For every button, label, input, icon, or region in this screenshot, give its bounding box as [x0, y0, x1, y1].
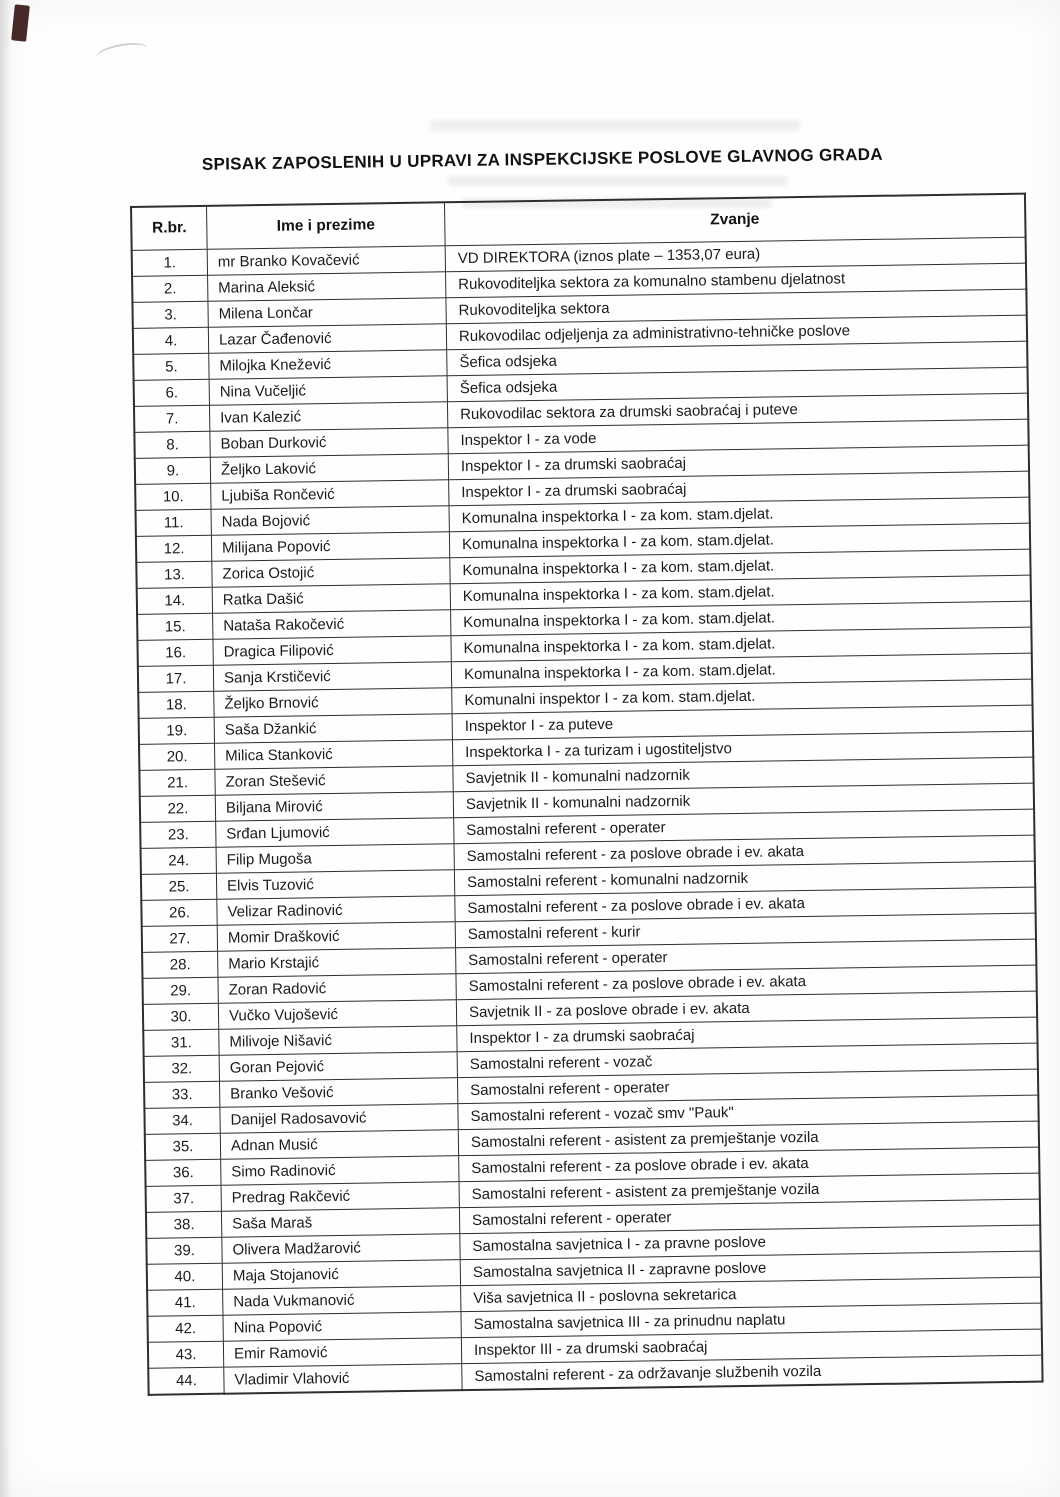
cell-name: Dragica Filipović — [213, 636, 451, 666]
cell-zvanje: VD DIREKTORA (iznos plate – 1353,07 eura) — [445, 237, 1026, 272]
cell-name: Nada Bojović — [211, 506, 449, 536]
header-zvanje: Zvanje — [444, 194, 1025, 246]
cell-rbr: 39. — [146, 1237, 222, 1264]
cell-zvanje: Rukovoditeljka sektora — [446, 289, 1027, 324]
cell-zvanje: Samostalni referent - operater — [459, 1199, 1040, 1234]
cell-zvanje: Komunalna inspektorka I - za kom. stam.djelat. — [451, 653, 1032, 688]
cell-zvanje: Samostalna savjetnica II - zapravne poslove — [460, 1251, 1041, 1286]
cell-name: Vučko Vujošević — [218, 1000, 456, 1030]
cell-rbr: 38. — [146, 1211, 222, 1238]
cell-name: Zorica Ostojić — [212, 558, 450, 588]
cell-rbr: 15. — [137, 613, 213, 640]
cell-zvanje: Inspektor I - za drumski saobraćaj — [449, 471, 1030, 506]
cell-rbr: 14. — [137, 587, 213, 614]
cell-name: Emir Ramović — [223, 1338, 461, 1368]
cell-zvanje: Komunalna inspektorka I - za kom. stam.djelat. — [450, 549, 1031, 584]
cell-rbr: 31. — [143, 1029, 219, 1056]
cell-rbr: 36. — [145, 1159, 221, 1186]
header-ime-i-prezime: Ime i prezime — [207, 202, 446, 249]
cell-zvanje: Inspektorka I - za turizam i ugostiteljstvo — [452, 731, 1033, 766]
header-rbr: R.br. — [131, 206, 207, 251]
cell-zvanje: Komunalna inspektorka I - za kom. stam.djelat. — [451, 601, 1032, 636]
cell-rbr: 13. — [136, 561, 212, 588]
cell-name: Ljubiša Rončević — [211, 480, 449, 510]
document-title: SPISAK ZAPOSLENIH U UPRAVI ZA INSPEKCIJSKE POSLOVE GLAVNOG GRADA — [201, 144, 883, 174]
cell-zvanje: Rukovodilac sektora za drumski saobraćaj i puteve — [447, 393, 1028, 428]
cell-rbr: 16. — [137, 639, 213, 666]
cell-name: Olivera Madžarović — [222, 1234, 460, 1264]
cell-rbr: 4. — [133, 327, 209, 354]
cell-rbr: 12. — [136, 535, 212, 562]
cell-zvanje: Samostalni referent - komunalni nadzornik — [454, 861, 1035, 896]
cell-name: Marina Aleksić — [208, 272, 446, 302]
cell-name: Simo Radinović — [221, 1156, 459, 1186]
cell-zvanje: Samostalna savjetnica I - za pravne poslove — [460, 1225, 1041, 1260]
cell-zvanje: Samostalni referent - operater — [454, 809, 1035, 844]
cell-zvanje: Samostalni referent - operater — [456, 939, 1037, 974]
cell-rbr: 25. — [141, 873, 217, 900]
cell-name: Milijana Popović — [211, 532, 449, 562]
cell-name: Srđan Ljumović — [216, 818, 454, 848]
cell-name: Ivan Kalezić — [209, 402, 447, 432]
cell-rbr: 22. — [140, 795, 216, 822]
cell-name: Mario Krstajić — [218, 948, 456, 978]
cell-name: Nada Vukmanović — [223, 1286, 461, 1316]
cell-name: Zoran Radović — [218, 974, 456, 1004]
cell-rbr: 1. — [132, 249, 208, 276]
cell-rbr: 28. — [142, 951, 218, 978]
cell-rbr: 21. — [139, 769, 215, 796]
cell-name: Zoran Stešević — [215, 766, 453, 796]
cell-rbr: 30. — [143, 1003, 219, 1030]
cell-zvanje: Samostalni referent - za poslove obrade i ev. akata — [459, 1147, 1040, 1182]
cell-rbr: 19. — [139, 717, 215, 744]
cell-name: Željko Brnović — [214, 688, 452, 718]
cell-rbr: 2. — [132, 275, 208, 302]
cell-rbr: 26. — [141, 899, 217, 926]
scan-bleed-artifact — [430, 120, 800, 131]
cell-zvanje: Komunalni inspektor I - za kom. stam.djelat. — [452, 679, 1033, 714]
cell-zvanje: Samostalni referent - kurir — [455, 913, 1036, 948]
cell-rbr: 3. — [132, 301, 208, 328]
cell-rbr: 41. — [147, 1289, 223, 1316]
cell-rbr: 27. — [142, 925, 218, 952]
cell-zvanje: Samostalni referent - za poslove obrade i ev. akata — [455, 887, 1036, 922]
cell-name: Lazar Čađenović — [208, 324, 446, 354]
cell-rbr: 17. — [138, 665, 214, 692]
cell-rbr: 23. — [140, 821, 216, 848]
cell-name: Boban Durković — [210, 428, 448, 458]
cell-name: Filip Mugoša — [216, 844, 454, 874]
cell-name: Milena Lončar — [208, 298, 446, 328]
cell-rbr: 37. — [146, 1185, 222, 1212]
cell-zvanje: Inspektor III - za drumski saobraćaj — [461, 1329, 1042, 1364]
scan-smudge — [95, 40, 149, 67]
cell-zvanje: Komunalna inspektorka I - za kom. stam.djelat. — [451, 627, 1032, 662]
cell-zvanje: Savjetnik II - komunalni nadzornik — [453, 783, 1034, 818]
cell-zvanje: Samostalni referent - za poslove obrade i ev. akata — [456, 965, 1037, 1000]
cell-rbr: 29. — [142, 977, 218, 1004]
cell-zvanje: Komunalna inspektorka I - za kom. stam.djelat. — [450, 575, 1031, 610]
scan-corner-mark — [11, 4, 30, 41]
cell-name: Saša Džankić — [214, 714, 452, 744]
cell-name: Milojka Knežević — [209, 350, 447, 380]
cell-name: Vladimir Vlahović — [224, 1364, 462, 1394]
cell-rbr: 40. — [147, 1263, 223, 1290]
cell-zvanje: Savjetnik II - za poslove obrade i ev. akata — [456, 991, 1037, 1026]
cell-name: Nataša Rakočević — [213, 610, 451, 640]
cell-rbr: 5. — [133, 353, 209, 380]
employee-table-body — [132, 237, 1043, 1395]
cell-rbr: 9. — [135, 457, 211, 484]
cell-rbr: 43. — [148, 1341, 224, 1368]
cell-zvanje: Samostalni referent - asistent za premještanje vozila — [458, 1121, 1039, 1156]
cell-name: Elvis Tuzović — [216, 870, 454, 900]
cell-zvanje: Samostalni referent - vozač smv "Pauk" — [458, 1095, 1039, 1130]
cell-zvanje: Samostalna savjetnica III - za prinudnu naplatu — [461, 1303, 1042, 1338]
scan-edge-shadow — [0, 0, 12, 1497]
cell-zvanje: Samostalni referent - asistent za premještanje vozila — [459, 1173, 1040, 1208]
cell-zvanje: Inspektor I - za drumski saobraćaj — [448, 445, 1029, 480]
cell-zvanje: Inspektor I - za puteve — [452, 705, 1033, 740]
cell-rbr: 34. — [144, 1107, 220, 1134]
cell-name: Goran Pejović — [219, 1052, 457, 1082]
cell-rbr: 42. — [147, 1315, 223, 1342]
cell-zvanje: Šefica odsjeka — [447, 341, 1028, 376]
cell-rbr: 8. — [134, 431, 210, 458]
cell-zvanje: Samostalni referent - za poslove obrade i ev. akata — [454, 835, 1035, 870]
cell-name: Milivoje Nišavić — [219, 1026, 457, 1056]
cell-name: Sanja Krstičević — [213, 662, 451, 692]
cell-name: Momir Drašković — [217, 922, 455, 952]
cell-rbr: 32. — [144, 1055, 220, 1082]
cell-name: Branko Vešović — [220, 1078, 458, 1108]
cell-rbr: 35. — [145, 1133, 221, 1160]
cell-zvanje: Šefica odsjeka — [447, 367, 1028, 402]
cell-rbr: 6. — [134, 379, 210, 406]
cell-zvanje: Rukovodilac odjeljenja za administrativno-tehničke poslove — [446, 315, 1027, 350]
cell-zvanje: Samostalni referent - za održavanje službenih vozila — [462, 1355, 1043, 1390]
cell-name: Velizar Radinović — [217, 896, 455, 926]
cell-zvanje: Komunalna inspektorka I - za kom. stam.djelat. — [449, 523, 1030, 558]
cell-rbr: 24. — [141, 847, 217, 874]
cell-rbr: 11. — [136, 509, 212, 536]
cell-name: Maja Stojanović — [222, 1260, 460, 1290]
cell-zvanje: Komunalna inspektorka I - za kom. stam.djelat. — [449, 497, 1030, 532]
cell-zvanje: Inspektor I - za vode — [448, 419, 1029, 454]
cell-name: mr Branko Kovačević — [207, 246, 445, 276]
cell-rbr: 33. — [144, 1081, 220, 1108]
cell-rbr: 7. — [134, 405, 210, 432]
cell-rbr: 44. — [148, 1367, 224, 1395]
scan-bleed-artifact — [448, 176, 788, 186]
employee-table — [130, 193, 1044, 1396]
cell-name: Adnan Musić — [220, 1130, 458, 1160]
cell-zvanje: Samostalni referent - operater — [457, 1069, 1038, 1104]
cell-name: Danijel Radosavović — [220, 1104, 458, 1134]
cell-name: Saša Maraš — [221, 1208, 459, 1238]
cell-zvanje: Samostalni referent - vozač — [457, 1043, 1038, 1078]
cell-zvanje: Savjetnik II - komunalni nadzornik — [453, 757, 1034, 792]
cell-name: Nina Vučeljić — [209, 376, 447, 406]
cell-zvanje: Viša savjetnica II - poslovna sekretarica — [461, 1277, 1042, 1312]
cell-zvanje: Inspektor I - za drumski saobraćaj — [457, 1017, 1038, 1052]
cell-name: Ratka Dašić — [212, 584, 450, 614]
cell-rbr: 20. — [139, 743, 215, 770]
cell-name: Predrag Rakčević — [221, 1182, 459, 1212]
cell-rbr: 10. — [135, 483, 211, 510]
cell-zvanje: Rukovoditeljka sektora za komunalno stambenu djelatnost — [446, 263, 1027, 298]
cell-name: Željko Laković — [210, 454, 448, 484]
cell-name: Biljana Mirović — [215, 792, 453, 822]
cell-rbr: 18. — [138, 691, 214, 718]
cell-name: Milica Stanković — [214, 740, 452, 770]
cell-name: Nina Popović — [223, 1312, 461, 1342]
